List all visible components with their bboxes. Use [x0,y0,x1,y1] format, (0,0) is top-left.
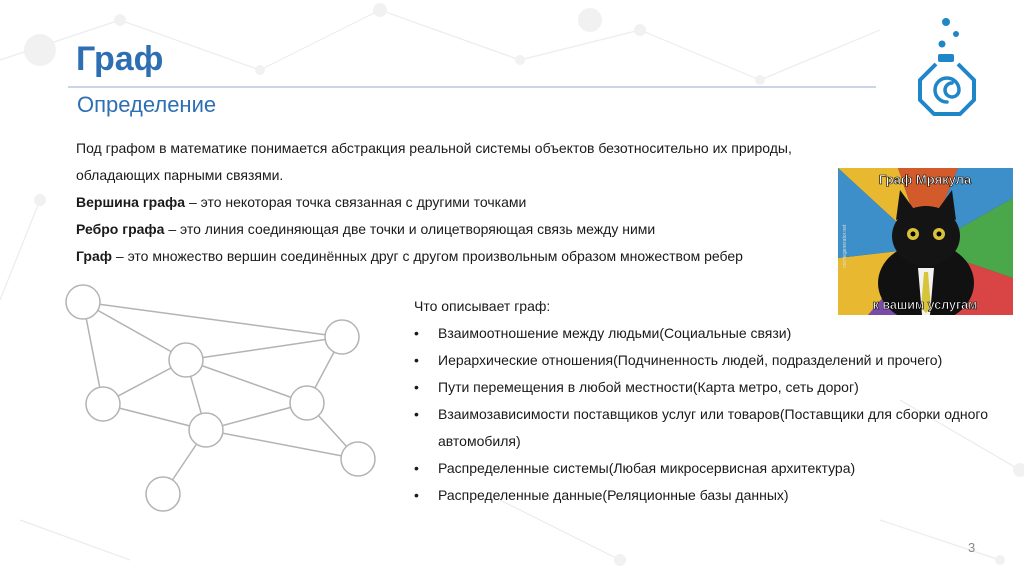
graph-uses-heading: Что описывает граф: [414,298,551,314]
graph-vertex [290,386,324,420]
graph-edge [186,360,307,403]
list-item: • Распределенные системы(Любая микросервисная архитектура) [414,455,994,482]
graph-edge [186,337,342,360]
meme-watermark: memegenerator.net [842,224,848,268]
vertex-def: – это некоторая точка связанная с другими точками [185,194,527,210]
graph-vertex [169,343,203,377]
graph-vertex [146,477,180,511]
graph-term: Граф [76,248,112,264]
list-item: • Взаимозависимости поставщиков услуг или товаров(Поставщики для сборки одного автомобиля) [414,401,994,455]
edge-def: – это линия соединяющая две точки и олицетворяющая связь между ними [164,221,656,237]
edge-term: Ребро графа [76,221,165,237]
graph-vertex [189,413,223,447]
list-item: • Взаимоотношение между людьми(Социальные связи) [414,320,994,347]
list-item: • Иерархические отношения(Подчиненность людей, подразделений и прочего) [414,347,994,374]
graph-vertex [66,285,100,319]
graph-uses-list [414,320,994,509]
list-item: • Пути перемещения в любой местности(Карта метро, сеть дорог) [414,374,994,401]
graph-vertex [341,442,375,476]
meme-bottom-caption: к вашим услугам [872,298,978,312]
edge-definition [76,216,856,243]
list-item: • Распределенные данные(Реляционные базы данных) [414,482,994,509]
meme-top-caption: Граф Мрякула [878,172,972,187]
graph-edge [83,302,342,337]
graph-def: – это множество вершин соединённых друг с другом произвольным образом множеством ребер [112,248,743,264]
graph-definition [76,243,856,270]
graph-vertex [325,320,359,354]
vertex-term: Вершина графа [76,194,186,210]
title-divider [68,86,876,88]
graph-uses-block [414,293,994,509]
page-number: 3 [968,540,976,555]
vertex-definition [76,189,856,216]
flask-swirl-logo-icon [912,14,982,120]
page-subtitle: Определение [77,92,217,117]
page-title: Граф [76,40,164,78]
definition-block [76,135,856,270]
definition-text: Под графом в математике понимается абстракция реальной системы объектов безотносительно их природы, обладающих парными связями. [76,140,792,183]
graph-illustration [60,280,400,520]
graph-vertex [86,387,120,421]
